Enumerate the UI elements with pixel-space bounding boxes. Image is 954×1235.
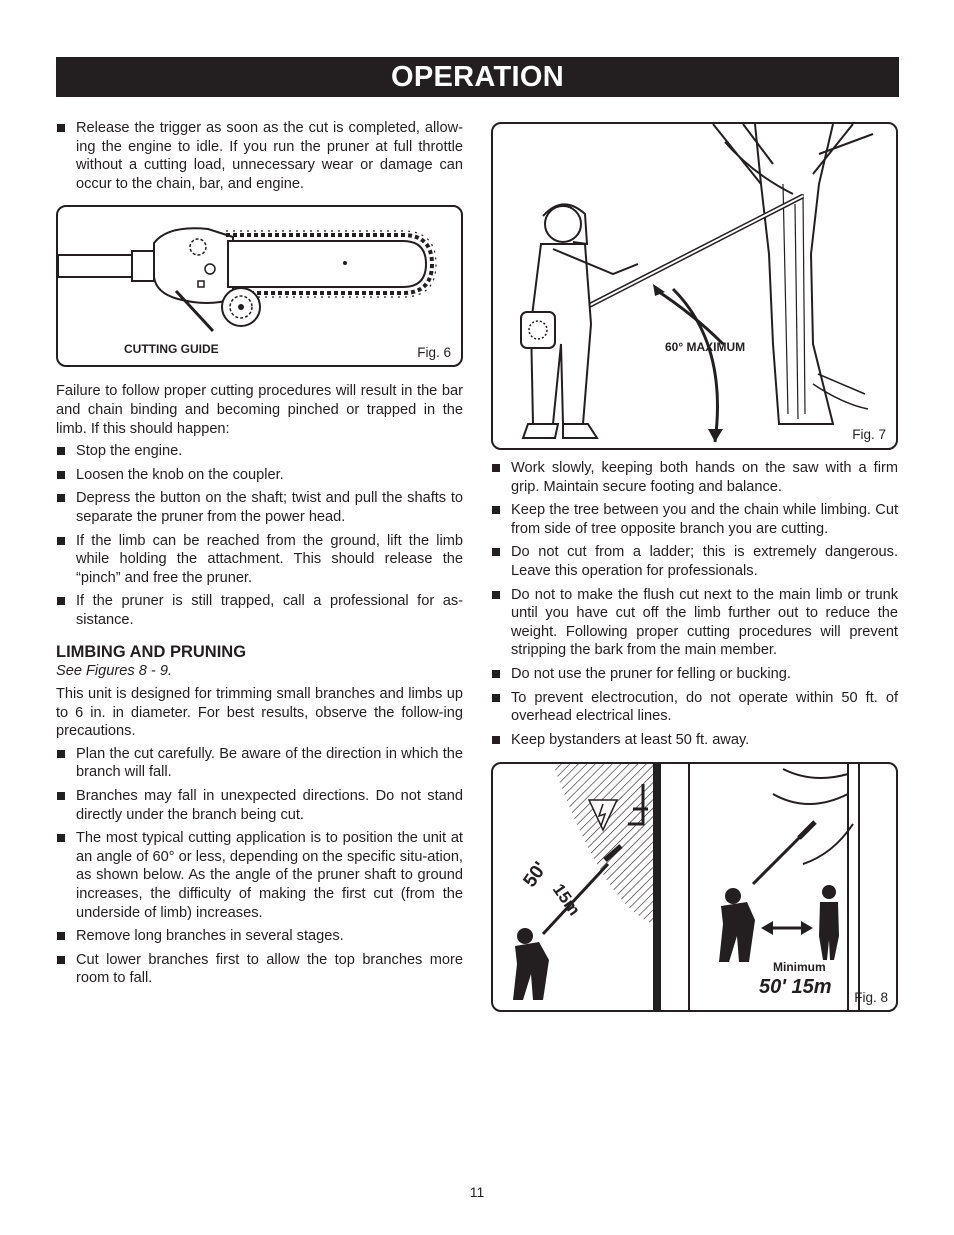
bullet-text: Cut lower branches first to allow the top branches more room to fall. — [76, 951, 463, 987]
figure-label: Fig. 8 — [854, 990, 888, 1005]
bullet-item — [56, 489, 463, 526]
bullet-text: Do not use the pruner for felling or bucking. — [511, 665, 791, 682]
page-title: OPERATION — [391, 61, 564, 93]
bullet-text: Release the trigger as soon as the cut is completed, allow-ing the engine to idle. If you run the pruner at full throttle without a cutting load, unnecessary wear or damage can occur to the chain, bar, and engine. — [76, 120, 463, 192]
bullet-square-icon — [57, 597, 65, 605]
bullet-item — [56, 745, 463, 782]
bullet-item — [491, 731, 898, 750]
bullet-square-icon — [492, 736, 500, 744]
bullet-text: If the limb can be reached from the ground, lift the limb while holding the attachment. This should release the “pinch” and free the pruner. — [76, 532, 463, 586]
page-number: 11 — [469, 1184, 485, 1200]
bullet-item — [56, 119, 463, 193]
bullet-square-icon — [57, 792, 65, 800]
angle-callout: 60° MAXIMUM — [665, 340, 746, 354]
bullet-square-icon — [57, 834, 65, 842]
bullet-item — [56, 787, 463, 824]
bullet-square-icon — [492, 591, 500, 599]
bullet-square-icon — [492, 548, 500, 556]
bullet-square-icon — [492, 694, 500, 702]
bullet-square-icon — [492, 670, 500, 678]
bullet-square-icon — [57, 750, 65, 758]
bullet-square-icon — [492, 464, 500, 472]
bullet-item — [56, 466, 463, 485]
section-paragraph: This unit is designed for trimming small branches and limbs up to 6 in. in diameter. For best results, observe the follow-ing precautions. — [56, 686, 463, 740]
right-column — [491, 459, 898, 754]
minimum-distance-value: 50' 15m — [759, 976, 832, 998]
distance-meters-label: 15m — [548, 880, 584, 920]
bullet-text: Remove long branches in several stages. — [76, 928, 344, 945]
bullet-text: Plan the cut carefully. Be aware of the direction in which the branch will fall. — [76, 745, 463, 781]
left-column — [56, 119, 463, 993]
bullet-text: To prevent electrocution, do not operate within 50 ft. of overhead electrical lines. — [511, 689, 898, 725]
bullet-square-icon — [57, 471, 65, 479]
bullet-square-icon — [57, 494, 65, 502]
minimum-label: Minimum — [773, 960, 826, 974]
section-heading: LIMBING AND PRUNING — [56, 642, 247, 661]
bullet-square-icon — [492, 506, 500, 514]
operator-tree-illustration — [493, 124, 896, 448]
bullet-square-icon — [57, 447, 65, 455]
bullet-item — [491, 501, 898, 538]
bullet-text: Keep the tree between you and the chain while limbing. Cut from side of tree opposite branch you are cutting. — [511, 502, 898, 537]
bullet-text: If the pruner is still trapped, call a professional for as-sistance. — [76, 593, 463, 628]
bullet-text: Loosen the knob on the coupler. — [76, 466, 284, 483]
bullet-item — [56, 442, 463, 461]
figure-label: Fig. 7 — [852, 427, 886, 442]
section-subheading: See Figures 8 - 9. — [56, 662, 172, 679]
bullet-text: Branches may fall in unexpected directions. Do not stand directly under the branch being cut. — [76, 788, 463, 823]
cutting-guide-callout: CUTTING GUIDE — [124, 342, 219, 357]
bullet-item — [491, 665, 898, 684]
bullet-item — [56, 951, 463, 988]
figure-6-cutting-guide — [56, 205, 463, 367]
bullet-square-icon — [57, 124, 65, 132]
bullet-text: The most typical cutting application is to position the unit at an angle of 60° or less, depending on the specific situ-ation, as shown below. As the angle of the pruner shaft to ground increases, the difficulty of making the first cut (from the underside of limb) increases. — [76, 830, 463, 921]
figure-label: Fig. 6 — [417, 345, 451, 361]
bullet-item — [491, 586, 898, 660]
bullet-item — [56, 532, 463, 588]
figure-7-operator-angle — [491, 122, 898, 450]
bullet-text: Stop the engine. — [76, 443, 183, 460]
bullet-item — [491, 459, 898, 496]
bullet-text: Do not to make the flush cut next to the main limb or trunk until you have cut off the limb further out to reduce the weight. Following proper cutting procedures will prevent stripping the bark from the main member. — [511, 586, 898, 659]
bullet-item — [491, 543, 898, 580]
bullet-square-icon — [57, 956, 65, 964]
section-header-bar — [56, 57, 899, 97]
distance-feet-label: 50' — [519, 858, 552, 892]
bullet-item — [491, 689, 898, 726]
figure-8-safe-distances — [491, 762, 898, 1012]
bullet-item — [56, 592, 463, 629]
bullet-square-icon — [57, 537, 65, 545]
bullet-text: Work slowly, keeping both hands on the saw with a firm grip. Maintain secure footing and balance. — [511, 460, 898, 495]
bullet-text: Do not cut from a ladder; this is extremely dangerous. Leave this operation for professionals. — [511, 544, 898, 579]
bullet-text: Keep bystanders at least 50 ft. away. — [511, 731, 750, 748]
bullet-item — [56, 927, 463, 946]
bullet-item — [56, 829, 463, 922]
pruner-bar-illustration — [58, 207, 461, 365]
failure-paragraph: Failure to follow proper cutting procedures will result in the bar and chain binding and becoming pinched or trapped in the limb. If this should happen: — [56, 383, 463, 437]
bullet-text: Depress the button on the shaft; twist and pull the shafts to separate the pruner from the power head. — [76, 490, 463, 525]
bullet-square-icon — [57, 932, 65, 940]
